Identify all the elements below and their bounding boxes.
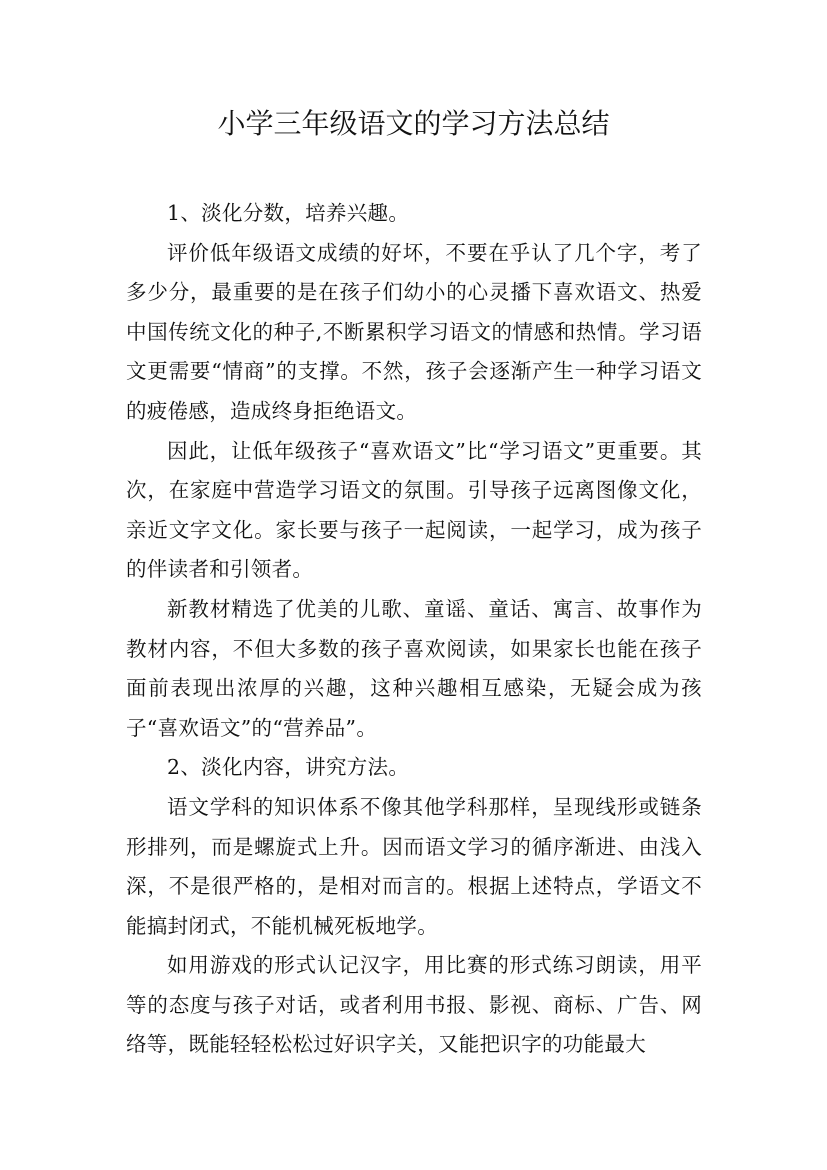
paragraph-heading-2: 2、淡化内容，讲究方法。 [167,755,410,780]
paragraph-heading-1: 1、淡化分数，培养兴趣。 [167,201,410,225]
paragraph: 语文学科的知识体系不像其他学科那样，呈现线形或链条形排列，而是螺旋式上升。因而语文学习的循序渐进、由浅入深，不是很严格的，是相对而言的。根据上述特点，学语文不能搞封闭式，不能机械死板地学。 [126,794,702,938]
document-body [126,194,702,1065]
paragraph: 因此，让低年级孩子“喜欢语文”比“学习语文”更重要。其次，在家庭中营造学习语文的氛围。引导孩子远离图像文化，亲近文字文化。家长要与孩子一起阅读，一起学习，成为孩子的伴读者和引领者。 [126,438,702,582]
paragraph: 新教材精选了优美的儿歌、童谣、童话、寓言、故事作为教材内容，不但大多数的孩子喜欢阅读，如果家长也能在孩子面前表现出浓厚的兴趣，这种兴趣相互感染，无疑会成为孩子“喜欢语文”的“营养品”。 [126,596,702,740]
paragraph: 如用游戏的形式认记汉字，用比赛的形式练习朗读，用平等的态度与孩子对话，或者利用书报、影视、商标、广告、网络等，既能轻轻松松过好识字关，又能把识字的功能最大 [126,953,702,1057]
document-title: 小学三年级语文的学习方法总结 [217,107,610,140]
paragraph: 评价低年级语文成绩的好坏，不要在乎认了几个字，考了多少分，最重要的是在孩子们幼小的心灵播下喜欢语文、热爱中国传统文化的种子,不断累积学习语文的情感和热情。学习语文更需要“情商”的支撑。不然，孩子会逐渐产生一种学习语文的疲倦感，造成终身拒绝语文。 [126,240,702,423]
